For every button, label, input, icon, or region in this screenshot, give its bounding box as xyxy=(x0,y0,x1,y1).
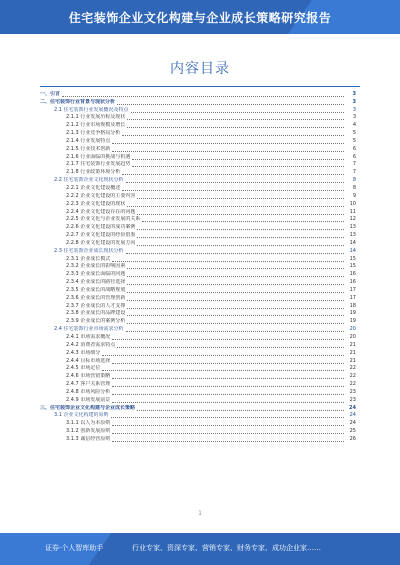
toc-leader-dots xyxy=(122,169,344,175)
toc-leader-dots xyxy=(127,122,344,128)
toc-entry-title: 2.1.5 行业技术创新 xyxy=(66,145,111,152)
toc-entry-page: 5 xyxy=(352,137,356,144)
toc-entry-page: 13 xyxy=(349,224,356,231)
toc-leader-dots xyxy=(131,107,344,113)
toc-entry-page: 7 xyxy=(352,161,356,168)
toc-leader-dots xyxy=(62,91,344,97)
toc-entry-page: 8 xyxy=(352,177,356,184)
toc-entry-page: 19 xyxy=(349,310,356,317)
toc-entry[interactable] xyxy=(40,372,356,380)
toc-entry[interactable] xyxy=(40,310,356,318)
toc-entry-page: 26 xyxy=(349,435,356,442)
toc-entry-page: 4 xyxy=(352,122,356,129)
toc-entry-title: 2.4.2 消费者需求特点 xyxy=(66,341,116,348)
toc-entry-title: 3.1.2 创新发展原则 xyxy=(66,428,111,435)
toc-leader-dots xyxy=(127,201,344,207)
toc-entry-title: 2.4.9 市场发展前景 xyxy=(66,396,111,403)
toc-entry-title: 2.4.7 客户关系管理 xyxy=(66,381,111,388)
toc-entry-page: 20 xyxy=(349,326,356,333)
toc-leader-dots xyxy=(112,420,344,426)
toc-entry[interactable] xyxy=(40,90,356,98)
toc-entry-page: 6 xyxy=(352,145,356,152)
toc-entry-title: 三、住宅装饰企业文化构建与企业成长策略 xyxy=(40,404,136,411)
toc-entry-page: 3 xyxy=(352,90,356,97)
toc-entry[interactable] xyxy=(40,263,356,271)
toc-entry-title: 2.4.1 市场需求概况 xyxy=(66,334,111,340)
toc-leader-dots xyxy=(127,271,344,277)
toc-entry[interactable] xyxy=(40,247,356,255)
toc-entry-title: 2.2.5 企业文化与企业发展的关系 xyxy=(66,216,141,223)
toc-leader-dots xyxy=(127,318,344,324)
toc-leader-dots xyxy=(117,342,344,348)
toc-leader-dots xyxy=(127,287,344,293)
toc-entry-page: 24 xyxy=(349,404,356,411)
footer-banner xyxy=(0,533,400,565)
toc-entry[interactable] xyxy=(40,317,356,325)
toc-leader-dots xyxy=(112,381,344,387)
toc-leader-dots xyxy=(142,216,344,222)
toc-entry-title: 2.1.8 行业政策环境分析 xyxy=(66,169,121,176)
toc-entry[interactable] xyxy=(40,349,356,357)
toc-entry[interactable] xyxy=(40,168,356,176)
toc-entry-title: 2.3 住宅装饰企业成长现状分析 xyxy=(54,247,124,254)
toc-entry-page: 5 xyxy=(352,130,356,137)
toc-entry-page: 6 xyxy=(352,153,356,160)
toc-entry[interactable] xyxy=(40,365,356,373)
toc-entry[interactable] xyxy=(40,333,356,341)
toc-entry-title: 2.4.5 市场定位 xyxy=(66,365,101,372)
toc-divider xyxy=(40,86,360,87)
toc-entry[interactable] xyxy=(40,302,356,310)
toc-entry[interactable] xyxy=(40,176,356,184)
toc-entry[interactable] xyxy=(40,161,356,169)
toc-leader-dots xyxy=(126,326,344,332)
toc-entry[interactable] xyxy=(40,396,356,404)
toc-entry-title: 2.3.2 企业成长的影响因素 xyxy=(66,263,126,270)
toc-entry-title: 2.2.6 企业文化建设的成功案例 xyxy=(66,224,136,231)
toc-entry[interactable] xyxy=(40,145,356,153)
document-title: 住宅装饰企业文化构建与企业成长策略研究报告 xyxy=(68,11,332,25)
toc-entry-title: 二、住宅装饰行业背景与现状分析 xyxy=(40,98,116,105)
toc-entry-page: 20 xyxy=(349,334,356,340)
toc-entry[interactable] xyxy=(40,270,356,278)
toc-entry[interactable] xyxy=(40,184,356,192)
toc-entry-page: 18 xyxy=(349,302,356,309)
toc-leader-dots xyxy=(127,310,344,316)
toc-entry-title: 2.1.7 住宅装饰行业发展趋势 xyxy=(66,161,131,168)
toc-entry-page: 17 xyxy=(349,286,356,293)
toc-entry[interactable] xyxy=(40,114,356,122)
toc-entry[interactable] xyxy=(40,427,356,435)
toc-leader-dots xyxy=(127,303,344,309)
table-of-contents xyxy=(40,90,356,443)
toc-entry[interactable] xyxy=(40,216,356,224)
toc-leader-dots xyxy=(122,185,344,191)
toc-entry[interactable] xyxy=(40,192,356,200)
toc-entry-page: 16 xyxy=(349,271,356,278)
toc-leader-dots xyxy=(137,209,344,215)
toc-entry[interactable] xyxy=(40,231,356,239)
toc-entry[interactable] xyxy=(40,278,356,286)
toc-leader-dots xyxy=(112,397,344,403)
toc-entry-title: 2.4.6 市场营销策略 xyxy=(66,373,111,380)
toc-entry[interactable] xyxy=(40,380,356,388)
toc-entry[interactable] xyxy=(40,208,356,216)
toc-entry[interactable] xyxy=(40,137,356,145)
toc-leader-dots xyxy=(112,256,344,262)
toc-entry-title: 2.1 住宅装饰行业发展概况及特点 xyxy=(54,106,129,113)
toc-entry-page: 25 xyxy=(349,428,356,435)
toc-entry-title: 2.4 住宅装饰行业市场需求分析 xyxy=(54,326,124,333)
toc-leader-dots xyxy=(112,358,344,364)
toc-leader-dots xyxy=(102,365,344,371)
toc-entry-title: 2.2 住宅装饰企业文化现状分析 xyxy=(54,177,124,184)
toc-leader-dots xyxy=(137,232,344,238)
toc-entry-page: 16 xyxy=(349,279,356,286)
toc-entry-page: 11 xyxy=(349,208,356,215)
toc-entry-title: 3.1.3 诚信经营原则 xyxy=(66,435,111,442)
toc-entry[interactable] xyxy=(40,153,356,161)
toc-entry[interactable] xyxy=(40,412,356,420)
footer-left-text: 证券·个人智库助手 xyxy=(45,544,104,552)
toc-entry-title: 2.1.3 行业竞争格局分析 xyxy=(66,130,121,137)
toc-entry[interactable] xyxy=(40,404,356,412)
toc-entry[interactable] xyxy=(40,357,356,365)
toc-entry[interactable] xyxy=(40,129,356,137)
toc-entry-page: 21 xyxy=(349,357,356,364)
toc-leader-dots xyxy=(112,428,344,434)
toc-leader-dots xyxy=(132,161,344,167)
toc-entry-title: 2.4.8 市场风险分析 xyxy=(66,388,111,395)
toc-entry-title: 2.3.1 企业成长模式 xyxy=(66,255,111,262)
toc-entry-title: 2.2.7 企业文化建设的经验借鉴 xyxy=(66,232,136,239)
toc-heading: 内容目录 xyxy=(170,61,230,77)
toc-leader-dots xyxy=(112,389,344,395)
toc-entry[interactable] xyxy=(40,239,356,247)
toc-entry-page: 3 xyxy=(352,114,356,121)
toc-entry[interactable] xyxy=(40,294,356,302)
toc-entry[interactable] xyxy=(40,98,356,106)
toc-entry[interactable] xyxy=(40,223,356,231)
toc-entry-title: 2.1.6 行业面临的挑战与机遇 xyxy=(66,153,131,160)
toc-entry-title: 3.1 企业文化构建的原则 xyxy=(54,412,109,419)
toc-entry-page: 24 xyxy=(349,412,356,419)
toc-entry-page: 23 xyxy=(349,388,356,395)
toc-leader-dots xyxy=(112,436,344,442)
toc-entry-page: 15 xyxy=(349,263,356,270)
toc-entry-title: 2.3.7 企业成长的人才支撑 xyxy=(66,302,126,309)
toc-entry-page: 22 xyxy=(349,381,356,388)
toc-entry[interactable] xyxy=(40,121,356,129)
toc-leader-dots xyxy=(122,130,344,136)
toc-leader-dots xyxy=(112,334,344,340)
toc-entry-title: 3.1.1 以人为本原则 xyxy=(66,420,111,427)
toc-entry-title: 2.3.3 企业成长面临的问题 xyxy=(66,271,126,278)
toc-entry-page: 22 xyxy=(349,365,356,372)
toc-entry-page: 10 xyxy=(349,200,356,207)
toc-entry-title: 2.3.6 企业成长的管理创新 xyxy=(66,294,126,301)
toc-entry-title: 2.2.2 企业文化建设的主要内容 xyxy=(66,192,136,199)
toc-leader-dots xyxy=(137,405,344,411)
toc-entry[interactable] xyxy=(40,106,356,114)
toc-entry-title: 2.2.1 企业文化建设概述 xyxy=(66,184,121,191)
toc-leader-dots xyxy=(127,295,344,301)
toc-leader-dots xyxy=(126,177,344,183)
toc-entry-title: 2.2.8 企业文化建设的发展方向 xyxy=(66,239,136,246)
toc-entry-page: 7 xyxy=(352,169,356,176)
toc-entry-title: 2.1.2 行业市场规模及增长 xyxy=(66,122,126,129)
toc-entry[interactable] xyxy=(40,200,356,208)
toc-entry-page: 3 xyxy=(352,98,356,105)
header-banner xyxy=(0,0,400,34)
toc-entry-title: 2.3.8 企业成长的品牌建设 xyxy=(66,310,126,317)
toc-entry-page: 13 xyxy=(349,232,356,239)
toc-leader-dots xyxy=(112,138,344,144)
toc-entry[interactable] xyxy=(40,341,356,349)
toc-entry-title: 2.1.4 行业发展特点 xyxy=(66,137,111,144)
toc-entry-page: 22 xyxy=(349,373,356,380)
toc-entry-title: 一、引言 xyxy=(40,90,61,97)
toc-entry-page: 8 xyxy=(352,184,356,191)
toc-leader-dots xyxy=(126,248,344,254)
toc-entry-title: 2.2.4 企业文化建设存在的问题 xyxy=(66,208,136,215)
toc-entry-title: 2.3.9 企业成长的案例分析 xyxy=(66,318,126,325)
toc-entry-page: 14 xyxy=(349,247,356,254)
toc-leader-dots xyxy=(112,373,344,379)
toc-entry-page: 15 xyxy=(349,255,356,262)
toc-leader-dots xyxy=(127,263,344,269)
toc-entry[interactable] xyxy=(40,435,356,443)
toc-entry[interactable] xyxy=(40,325,356,333)
toc-entry-page: 21 xyxy=(349,349,356,356)
toc-entry-page: 14 xyxy=(349,239,356,246)
toc-leader-dots xyxy=(111,412,344,418)
toc-entry-title: 2.1.1 行业发展历程及现状 xyxy=(66,114,126,121)
toc-leader-dots xyxy=(132,154,344,160)
toc-entry[interactable] xyxy=(40,419,356,427)
toc-entry-page: 9 xyxy=(352,192,356,199)
toc-entry[interactable] xyxy=(40,255,356,263)
toc-entry-page: 12 xyxy=(349,216,356,223)
toc-entry[interactable] xyxy=(40,286,356,294)
toc-leader-dots xyxy=(127,114,344,120)
toc-entry-title: 2.3.5 企业成长的战略规划 xyxy=(66,286,126,293)
toc-entry-page: 17 xyxy=(349,294,356,301)
toc-entry-page: 23 xyxy=(349,396,356,403)
page-number: 1 xyxy=(198,510,202,517)
toc-entry-title: 2.3.4 企业成长的路径选择 xyxy=(66,279,126,286)
toc-leader-dots xyxy=(137,240,344,246)
toc-leader-dots xyxy=(117,99,344,105)
toc-entry-page: 3 xyxy=(352,106,356,113)
toc-leader-dots xyxy=(137,224,344,230)
footer-right-text: 行业专家、资深专家、营销专家、财务专家、成功企业家…… xyxy=(132,544,321,552)
toc-entry-title: 2.4.4 目标市场选择 xyxy=(66,357,111,364)
toc-entry-title: 2.2.3 企业文化建设的现状 xyxy=(66,200,126,207)
toc-leader-dots xyxy=(127,279,344,285)
toc-entry-title: 2.4.3 市场细分 xyxy=(66,349,101,356)
toc-entry-page: 19 xyxy=(349,318,356,325)
toc-entry[interactable] xyxy=(40,388,356,396)
toc-leader-dots xyxy=(102,350,344,356)
toc-entry-page: 24 xyxy=(349,420,356,427)
toc-leader-dots xyxy=(112,146,344,152)
toc-leader-dots xyxy=(137,193,344,199)
toc-entry-page: 21 xyxy=(349,341,356,348)
